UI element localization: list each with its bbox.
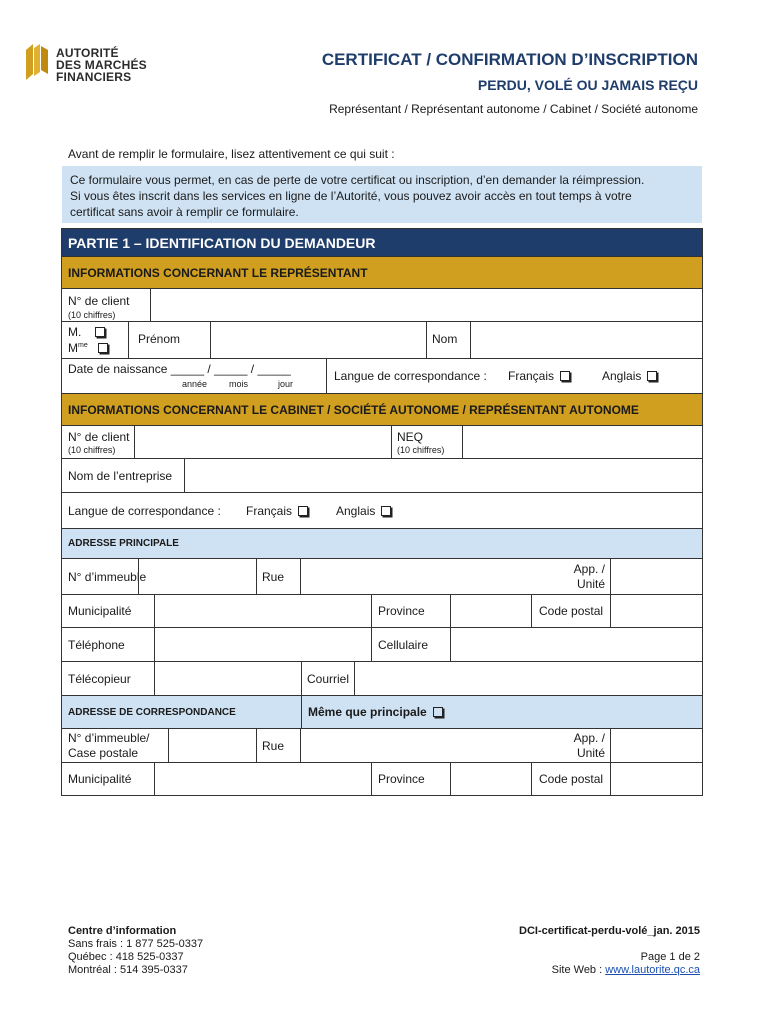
rep-section-title: INFORMATIONS CONCERNANT LE REPRÉSENTANT — [68, 266, 368, 280]
rue-label: Rue — [262, 570, 285, 584]
info-box — [62, 166, 702, 223]
telecopieur-label: Télécopieur — [68, 672, 131, 686]
cab-client-row — [62, 426, 702, 459]
logo-line1: AUTORITÉ — [56, 46, 119, 60]
cellulaire-label: Cellulaire — [378, 638, 429, 652]
cab-langue-row — [62, 493, 702, 529]
form-title-line2: PERDU, VOLÉ OU JAMAIS REÇU — [477, 77, 698, 93]
rep-name-row — [62, 322, 702, 359]
telecopieur-input[interactable] — [155, 662, 301, 695]
cab-section-title: INFORMATIONS CONCERNANT LE CABINET / SOCIÉTÉ AUTONOME / REPRÉSENTANT AUTONOME — [68, 403, 639, 417]
corr-code-postal-label: Code postal — [539, 772, 604, 786]
rep-section-header — [62, 257, 702, 289]
logo-line2: DES MARCHÉS — [56, 58, 147, 72]
rep-client-no-input[interactable] — [151, 289, 702, 321]
jour-label: jour — [278, 379, 294, 389]
form-title: CERTIFICAT / CONFIRMATION D’INSCRIPTION — [321, 50, 698, 69]
cab-section-header — [62, 394, 702, 426]
corr-app-input[interactable] — [611, 729, 702, 762]
adresse-corr-title: ADRESSE DE CORRESPONDANCE — [68, 707, 236, 718]
corr-code-postal-input[interactable] — [611, 763, 702, 795]
cab-client-no-input[interactable] — [135, 426, 391, 458]
corr-no-immeuble-label: N° d’immeuble/ — [68, 731, 150, 745]
rep-francais-checkbox[interactable] — [560, 371, 570, 381]
montreal-phone: Montréal : 514 395-0337 — [68, 964, 188, 976]
app-input[interactable] — [611, 559, 702, 594]
municipalite-input[interactable] — [155, 595, 371, 627]
code-postal-label: Code postal — [539, 604, 604, 618]
nom-entreprise-input[interactable] — [185, 459, 702, 492]
code-postal-input[interactable] — [611, 595, 702, 627]
principale-city-row — [62, 595, 702, 628]
rep-langue-label: Langue de correspondance : — [334, 369, 487, 383]
sans-frais: Sans frais : 1 877 525-0337 — [68, 938, 204, 950]
cab-ten-digits-label: (10 chiffres) — [68, 445, 116, 455]
cab-anglais-checkbox[interactable] — [381, 506, 391, 516]
province-label: Province — [378, 604, 425, 618]
part1-header — [62, 229, 702, 257]
app-label: App. / — [573, 562, 605, 576]
corr-app-label: App. / — [573, 731, 605, 745]
meme-option[interactable] — [308, 705, 443, 719]
site-web-link[interactable]: www.lautorite.qc.ca — [605, 964, 700, 976]
adresse-corr-header — [62, 696, 702, 729]
site-web — [519, 964, 700, 977]
form-subtitle: Représentant / Représentant autonome / Cabinet / Société autonome — [329, 102, 698, 116]
page-number: Page 1 de 2 — [640, 951, 700, 963]
adresse-principale-title: ADRESSE PRINCIPALE — [68, 538, 179, 549]
mois-label: mois — [229, 379, 249, 389]
entreprise-row — [62, 459, 702, 493]
neq-input[interactable] — [463, 426, 702, 458]
corr-unite-label: Unité — [576, 746, 605, 760]
cab-anglais-option[interactable] — [336, 504, 391, 518]
logo-line3: FINANCIERS — [56, 70, 132, 84]
part1-form — [61, 228, 703, 796]
neq-ten-digits-label: (10 chiffres) — [397, 445, 445, 455]
cab-francais-option[interactable] — [246, 504, 308, 518]
rue-input[interactable] — [301, 559, 610, 594]
adresse-principale-header — [62, 529, 702, 559]
footer-contact — [68, 925, 203, 977]
client-no-label: N° de client — [68, 294, 130, 308]
ten-digits-label: (10 chiffres) — [68, 310, 116, 320]
rep-anglais-checkbox[interactable] — [647, 371, 657, 381]
principale-street-row — [62, 559, 702, 595]
footer-meta — [519, 925, 700, 977]
form-code: DCI-certificat-perdu-volé_jan. 2015 — [519, 925, 700, 937]
cab-francais-checkbox[interactable] — [298, 506, 308, 516]
corr-municipalite-label: Municipalité — [68, 772, 132, 786]
centre-info-title: Centre d’information — [68, 925, 177, 937]
case-postale-label: Case postale — [68, 746, 139, 760]
no-immeuble-input[interactable] — [139, 559, 256, 594]
courriel-input[interactable] — [355, 662, 702, 695]
municipalite-label: Municipalité — [68, 604, 132, 618]
corr-no-immeuble-input[interactable] — [169, 729, 256, 762]
prenom-label: Prénom — [138, 332, 181, 346]
quebec-phone: Québec : 418 525-0337 — [68, 951, 184, 963]
principale-phone-row — [62, 628, 702, 662]
rep-francais-label: Français — [508, 369, 555, 383]
annee-label: année — [182, 379, 208, 389]
prenom-input[interactable] — [211, 322, 426, 358]
no-immeuble-label: N° d’immeuble — [68, 570, 147, 584]
nom-entreprise-label: Nom de l’entreprise — [68, 469, 173, 483]
corr-province-input[interactable] — [451, 763, 531, 795]
cab-anglais-label: Anglais — [336, 504, 376, 518]
mrs-option[interactable]: $M^{me}$ — [68, 341, 108, 355]
part1-title: PARTIE 1 – IDENTIFICATION DU DEMANDEUR — [68, 235, 376, 251]
meme-label: Même que principale — [308, 705, 427, 719]
neq-label: NEQ — [397, 430, 424, 444]
amf-logo — [26, 44, 176, 94]
province-input[interactable] — [451, 595, 531, 627]
nom-label: Nom — [432, 332, 458, 346]
telephone-input[interactable] — [155, 628, 371, 661]
mr-option[interactable] — [68, 325, 105, 339]
unite-label: Unité — [576, 577, 605, 591]
telephone-label: Téléphone — [68, 638, 125, 652]
courriel-label: Courriel — [307, 672, 350, 686]
intro-text: Avant de remplir le formulaire, lisez attentivement ce qui suit : — [68, 147, 395, 161]
rep-client-row — [62, 289, 702, 322]
corr-street-row — [62, 729, 702, 763]
cellulaire-input[interactable] — [451, 628, 702, 661]
corr-rue-input[interactable] — [301, 729, 610, 762]
info-line3: certificat sans avoir à remplir ce formulaire. — [70, 205, 299, 219]
corr-municipalite-input[interactable] — [155, 763, 371, 795]
corr-city-row — [62, 763, 702, 795]
cab-langue-label: Langue de correspondance : — [68, 504, 221, 518]
cab-client-no-label: N° de client — [68, 430, 130, 444]
mr-checkbox[interactable] — [95, 327, 105, 337]
rep-anglais-option[interactable] — [602, 369, 657, 383]
principale-fax-row — [62, 662, 702, 696]
mrs-checkbox[interactable] — [98, 343, 108, 353]
dob-input[interactable]: Date de naissance _____ / _____ / _____ — [68, 362, 291, 376]
site-web-label: Site Web : — [551, 964, 603, 976]
cab-francais-label: Français — [246, 504, 293, 518]
rep-dob-row — [62, 359, 702, 394]
corr-rue-label: Rue — [262, 739, 285, 753]
rep-francais-option[interactable] — [508, 369, 570, 383]
nom-input[interactable] — [471, 322, 702, 358]
mr-label: M. — [68, 325, 82, 339]
info-line2: Si vous êtes inscrit dans les services en ligne de l’Autorité, vous pouvez avoir accès en tout temps à votre — [70, 189, 632, 203]
meme-checkbox[interactable] — [433, 707, 443, 717]
amf-logo-icon — [26, 44, 48, 80]
rep-anglais-label: Anglais — [602, 369, 642, 383]
info-line1: Ce formulaire vous permet, en cas de perte de votre certificat ou inscription, d’en demander la réimpression. — [70, 173, 645, 187]
corr-province-label: Province — [378, 772, 425, 786]
